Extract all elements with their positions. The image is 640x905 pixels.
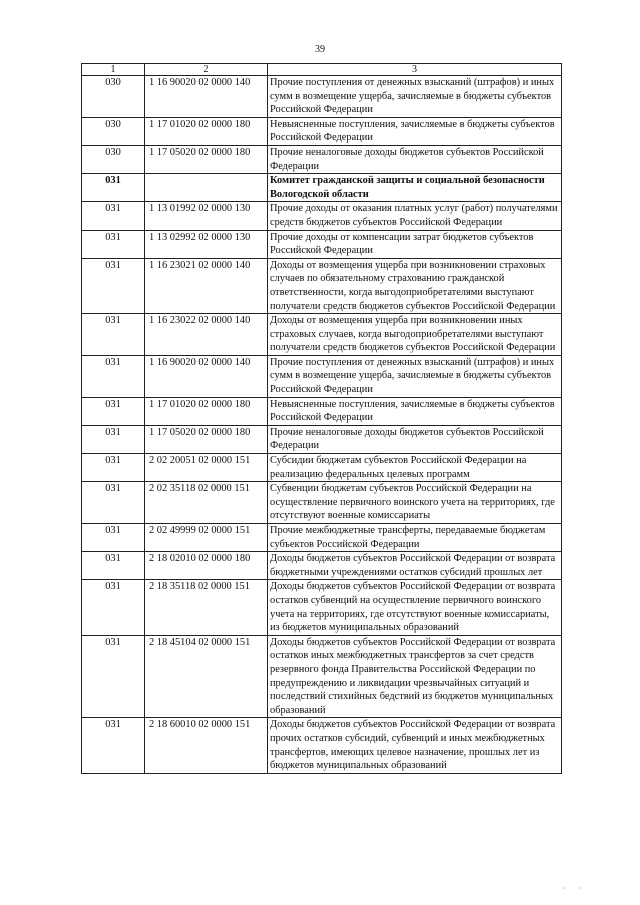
- kbk-cell: 2 18 35118 02 0000 151: [145, 580, 268, 635]
- name-cell: Доходы бюджетов субъектов Российской Федерации от возврата прочих остатков субсидий, субвенций и иных межбюджетных трансфертов, имеющих целевое назначение, прошлых лет из бюджетов муниципальных образований: [268, 718, 562, 773]
- code-cell: 031: [82, 425, 145, 453]
- code-cell: 031: [82, 174, 145, 202]
- kbk-cell: 1 16 23021 02 0000 140: [145, 258, 268, 313]
- table-row: [82, 482, 562, 524]
- code-cell: 031: [82, 202, 145, 230]
- code-cell: 031: [82, 355, 145, 397]
- table-row: [82, 202, 562, 230]
- code-cell: 031: [82, 635, 145, 718]
- kbk-cell: 2 02 49999 02 0000 151: [145, 524, 268, 552]
- name-cell: Доходы бюджетов субъектов Российской Федерации от возврата остатков субвенций на осуществление первичного воинского учета на территориях, где отсутствуют военные комиссариаты, из бюджетов муниципальных образований: [268, 580, 562, 635]
- column-header-2: 2: [145, 64, 268, 76]
- scan-marks: · ·: [562, 884, 588, 893]
- name-cell: Комитет гражданской защиты и социальной безопасности Вологодской области: [268, 174, 562, 202]
- name-cell: Невыясненные поступления, зачисляемые в бюджеты субъектов Российской Федерации: [268, 117, 562, 145]
- table-body: [82, 64, 562, 774]
- table-row: [82, 635, 562, 718]
- column-header-1: 1: [82, 64, 145, 76]
- name-cell: Прочие поступления от денежных взысканий (штрафов) и иных сумм в возмещение ущерба, зачисляемые в бюджеты субъектов Российской Федерации: [268, 76, 562, 118]
- name-cell: Прочие неналоговые доходы бюджетов субъектов Российской Федерации: [268, 145, 562, 173]
- kbk-cell: 1 17 01020 02 0000 180: [145, 397, 268, 425]
- table-row: [82, 718, 562, 773]
- name-cell: Субвенции бюджетам субъектов Российской Федерации на осуществление первичного воинского учета на территориях, где отсутствуют военные комиссариаты: [268, 482, 562, 524]
- table-row: [82, 524, 562, 552]
- table-header-row: [82, 64, 562, 76]
- table-row: [82, 580, 562, 635]
- kbk-cell: 1 16 90020 02 0000 140: [145, 76, 268, 118]
- kbk-cell: 2 18 02010 02 0000 180: [145, 552, 268, 580]
- table-row: [82, 258, 562, 313]
- name-cell: Доходы от возмещения ущерба при возникновении страховых случаев по обязательному страхованию гражданской ответственности, когда выгодоприобретателями выступают получатели средств бюджетов субъектов Российской Федерации: [268, 258, 562, 313]
- page-number: 39: [315, 44, 325, 55]
- code-cell: 031: [82, 718, 145, 773]
- name-cell: Прочие поступления от денежных взысканий (штрафов) и иных сумм в возмещение ущерба, зачисляемые в бюджеты субъектов Российской Федерации: [268, 355, 562, 397]
- code-cell: 031: [82, 314, 145, 356]
- code-cell: 030: [82, 76, 145, 118]
- kbk-cell: 1 17 01020 02 0000 180: [145, 117, 268, 145]
- table-row: [82, 552, 562, 580]
- kbk-cell: 2 02 20051 02 0000 151: [145, 454, 268, 482]
- table-row: [82, 355, 562, 397]
- name-cell: Прочие межбюджетные трансферты, передаваемые бюджетам субъектов Российской Федерации: [268, 524, 562, 552]
- code-cell: 031: [82, 552, 145, 580]
- kbk-cell: 1 17 05020 02 0000 180: [145, 145, 268, 173]
- code-cell: 031: [82, 482, 145, 524]
- code-cell: 031: [82, 454, 145, 482]
- kbk-cell: 1 13 01992 02 0000 130: [145, 202, 268, 230]
- kbk-cell: 1 16 23022 02 0000 140: [145, 314, 268, 356]
- name-cell: Доходы бюджетов субъектов Российской Федерации от возврата остатков иных межбюджетных трансфертов за счет средств резервного фонда Правительства Российской Федерации по предупреждению и ликвидации чрезвычайных ситуаций и последствий стихийных бедствий из бюджетов муниципальных образований: [268, 635, 562, 718]
- revenue-codes-table: [81, 63, 562, 774]
- kbk-cell: 2 02 35118 02 0000 151: [145, 482, 268, 524]
- kbk-cell: [145, 174, 268, 202]
- kbk-cell: 1 17 05020 02 0000 180: [145, 425, 268, 453]
- code-cell: 030: [82, 145, 145, 173]
- name-cell: Доходы бюджетов субъектов Российской Федерации от возврата бюджетными учреждениями остатков субсидий прошлых лет: [268, 552, 562, 580]
- table-row: [82, 76, 562, 118]
- name-cell: Субсидии бюджетам субъектов Российской Федерации на реализацию федеральных целевых программ: [268, 454, 562, 482]
- kbk-cell: 1 13 02992 02 0000 130: [145, 230, 268, 258]
- code-cell: 031: [82, 230, 145, 258]
- kbk-cell: 2 18 60010 02 0000 151: [145, 718, 268, 773]
- kbk-cell: 2 18 45104 02 0000 151: [145, 635, 268, 718]
- table-row: [82, 174, 562, 202]
- table-row: [82, 454, 562, 482]
- table-row: [82, 230, 562, 258]
- name-cell: Доходы от возмещения ущерба при возникновении иных страховых случаев, когда выгодоприобретателями выступают получатели средств бюджетов субъектов Российской Федерации: [268, 314, 562, 356]
- code-cell: 031: [82, 524, 145, 552]
- name-cell: Прочие неналоговые доходы бюджетов субъектов Российской Федерации: [268, 425, 562, 453]
- table-row: [82, 425, 562, 453]
- kbk-cell: 1 16 90020 02 0000 140: [145, 355, 268, 397]
- code-cell: 030: [82, 117, 145, 145]
- table-row: [82, 145, 562, 173]
- table-row: [82, 117, 562, 145]
- column-header-3: 3: [268, 64, 562, 76]
- name-cell: Прочие доходы от компенсации затрат бюджетов субъектов Российской Федерации: [268, 230, 562, 258]
- table-row: [82, 397, 562, 425]
- name-cell: Прочие доходы от оказания платных услуг (работ) получателями средств бюджетов субъектов Российской Федерации: [268, 202, 562, 230]
- table-row: [82, 314, 562, 356]
- name-cell: Невыясненные поступления, зачисляемые в бюджеты субъектов Российской Федерации: [268, 397, 562, 425]
- code-cell: 031: [82, 580, 145, 635]
- code-cell: 031: [82, 397, 145, 425]
- code-cell: 031: [82, 258, 145, 313]
